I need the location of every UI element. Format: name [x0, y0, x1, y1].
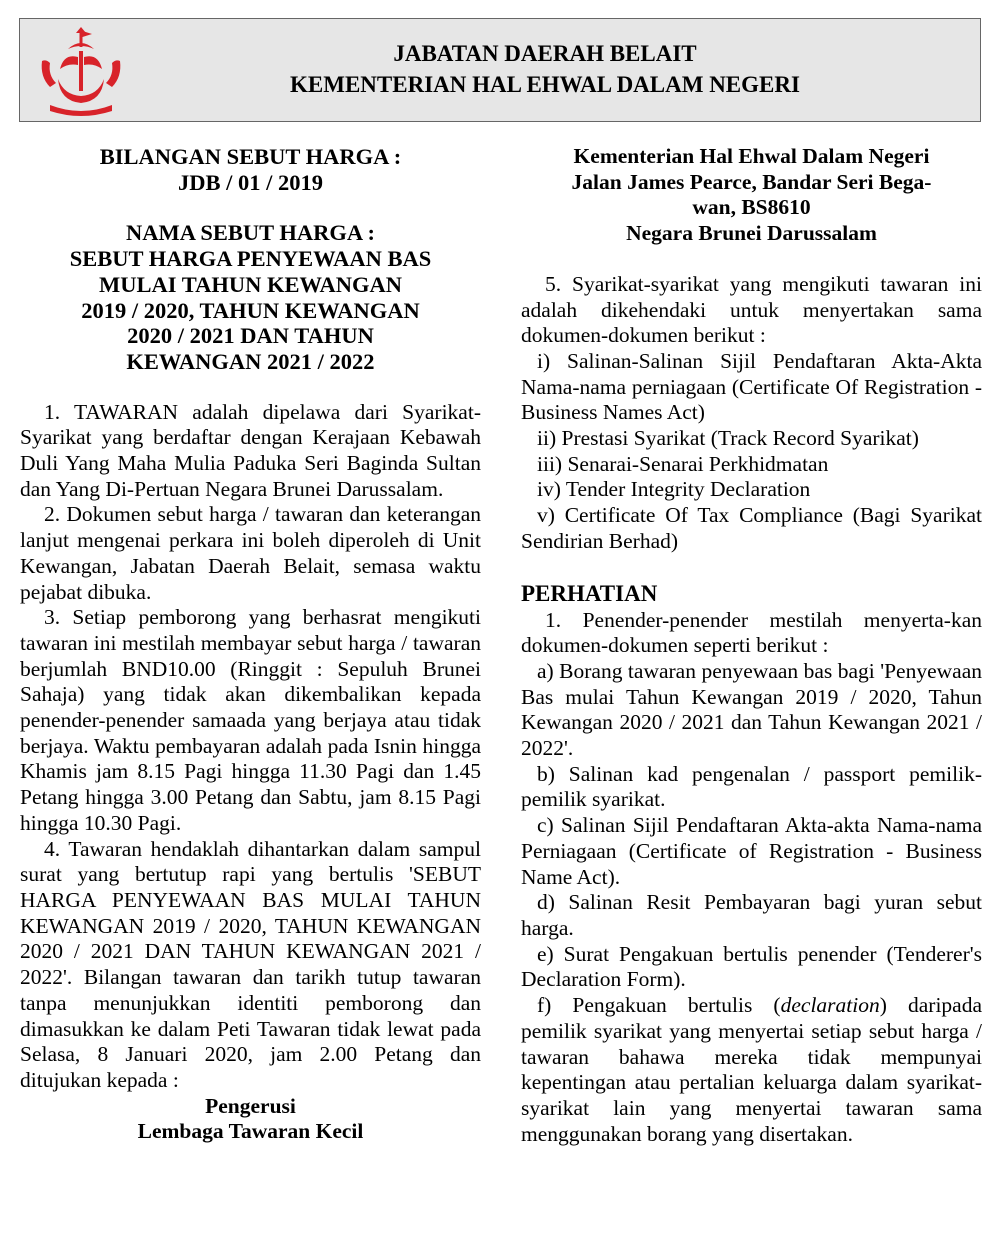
quotation-name-label: NAMA SEBUT HARGA :: [126, 220, 375, 246]
document-list-item: ii) Prestasi Syarikat (Track Record Syarikat): [537, 426, 919, 451]
document-list-item: iv) Tender Integrity Declaration: [537, 477, 811, 502]
paragraph-1: 1. TAWARAN adalah dipelawa dari Syarikat-Syarikat yang berdaftar dengan Kerajaan Kebawah Duli Yang Maha Mulia Paduka Seri Baginda Sultan dan Yang Di-Pertuan Negara Brunei Darussalam.: [20, 399, 481, 501]
left-column: [20, 144, 481, 1145]
addressee-committee: Lembaga Tawaran Kecil: [137, 1119, 364, 1144]
address-line: wan, BS8610: [692, 195, 811, 220]
quotation-name-line: SEBUT HARGA PENYEWAAN BAS: [69, 246, 432, 272]
ministry-name: KEMENTERIAN HAL EHWAL DALAM NEGERI: [290, 72, 800, 97]
department-name: JABATAN DAERAH BELAIT: [393, 41, 697, 66]
document-list-item: i) Salinan-Salinan Sijil Pendaftaran Akta-Akta Nama-nama perniagaan (Certificate Of Registration - Business Names Act): [521, 348, 982, 425]
addressee-title: Pengerusi: [205, 1093, 296, 1118]
brunei-crest-icon: [38, 25, 124, 117]
perhatian-item: e) Surat Pengakuan bertulis penender (Tenderer's Declaration Form).: [521, 941, 982, 992]
document-list-item: v) Certificate Of Tax Compliance (Bagi Syarikat Sendirian Berhad): [521, 503, 982, 553]
perhatian-item: a) Borang tawaran penyewaan bas bagi 'Penyewaan Bas mulai Tahun Kewangan 2019 / 2020, Tahun Kewangan 2020 / 2021 dan Tahun Kewangan 2021 / 2022'.: [521, 658, 982, 761]
quotation-name-line: 2020 / 2021 DAN TAHUN: [127, 323, 374, 349]
quotation-name-line: MULAI TAHUN KEWANGAN: [99, 271, 402, 297]
paragraph-2: 2. Dokumen sebut harga / tawaran dan keterangan lanjut mengenai perkara ini boleh diperoleh di Unit Kewangan, Jabatan Daerah Belait, semasa waktu pejabat dibuka.: [20, 502, 481, 604]
document-header: [19, 18, 981, 122]
quotation-name-line: KEWANGAN 2021 / 2022: [126, 348, 375, 374]
quotation-number-label: BILANGAN SEBUT HARGA :: [99, 144, 402, 169]
right-column: [521, 144, 982, 1147]
paragraph-5: 5. Syarikat-syarikat yang mengikuti tawaran ini adalah dikehendaki untuk menyertakan sama dokumen-dokumen berikut :: [521, 271, 982, 348]
document-list-item: iii) Senarai-Senarai Perkhidmatan: [537, 451, 829, 476]
address-line: Kementerian Hal Ehwal Dalam Negeri: [573, 144, 930, 168]
item-f-italic: declaration: [780, 993, 880, 1018]
perhatian-item: b) Salinan kad pengenalan / passport pemilik-pemilik syarikat.: [521, 761, 982, 812]
address-line: Negara Brunei Darussalam: [626, 221, 877, 246]
paragraph-4: 4. Tawaran hendaklah dihantarkan dalam sampul surat yang bertutup rapi yang bertulis 'SEBUT HARGA PENYEWAAN BAS MULAI TAHUN KEWANGAN 2019 / 2020, TAHUN KEWANGAN 2020 / 2021 DAN TAHUN KEWANGAN 2021 / 2022'. Bilangan tawaran dan tarikh tutup tawaran tanpa menunjukkan identiti pemborong dan dimasukkan ke dalam Peti Tawaran tidak lewat pada Selasa, 8 Januari 2020, jam 2.00 Petang dan ditujukan kepada :: [20, 836, 481, 1092]
address-line: Jalan James Pearce, Bandar Seri Bega-: [571, 169, 932, 194]
perhatian-heading: PERHATIAN: [521, 580, 658, 606]
quotation-number: JDB / 01 / 2019: [177, 169, 323, 195]
item-f-suffix: ) daripada pemilik syarikat yang menyertai setiap sebut harga / tawaran bahawa mereka tidak mempunyai kepentingan atau pertalian keluarga dalam syarikat-syarikat lain yang menyertai tawaran sama menggunakan borang yang disertakan.: [521, 993, 983, 1146]
perhatian-item: d) Salinan Resit Pembayaran bagi yuran sebut harga.: [521, 890, 982, 940]
perhatian-item: c) Salinan Sijil Pendaftaran Akta-akta Nama-nama Perniagaan (Certificate of Registration - Business Name Act).: [521, 813, 982, 889]
paragraph-3: 3. Setiap pemborong yang berhasrat mengikuti tawaran ini mestilah membayar sebut harga / tawaran berjumlah BND10.00 (Ringgit : Sepuluh Brunei Sahaja) yang tidak akan dikembalikan kepada penender-penender samaada yang berjaya atau tidak berjaya. Waktu pembayaran adalah pada Isnin hingga Khamis jam 8.15 Pagi hingga 11.30 Pagi dan 1.45 Petang hingga 3.00 Petang dan Sabtu, jam 8.15 Pagi hingga 10.30 Pagi.: [20, 605, 481, 835]
quotation-name-line: 2019 / 2020, TAHUN KEWANGAN: [81, 297, 420, 323]
item-f-prefix: f) Pengakuan bertulis (: [537, 993, 781, 1018]
perhatian-item-f: [521, 993, 982, 1147]
perhatian-intro: 1. Penender-penender mestilah menyerta-kan dokumen-dokumen seperti berikut :: [521, 607, 982, 658]
